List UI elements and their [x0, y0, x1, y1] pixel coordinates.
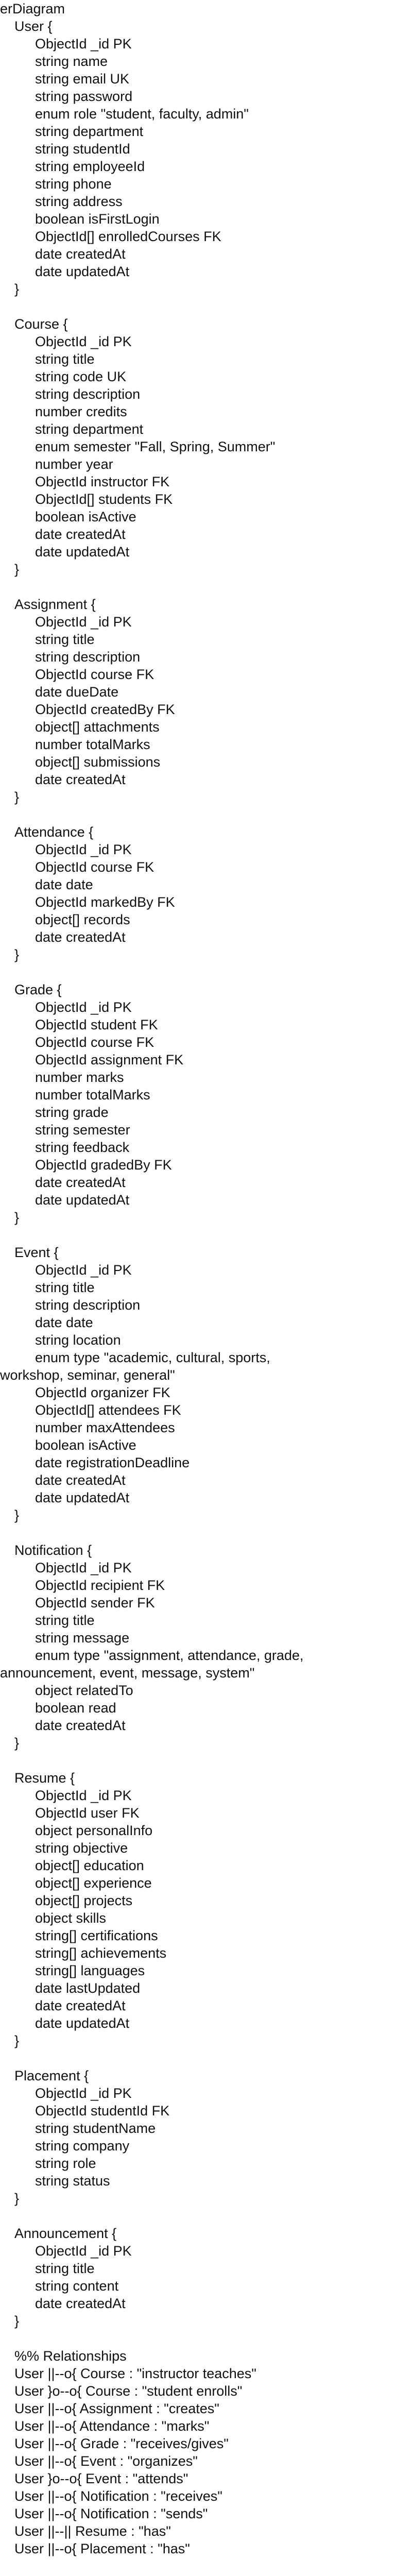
code-line: } — [14, 562, 20, 577]
code-line: string department — [35, 421, 144, 437]
code-line: number totalMarks — [35, 737, 150, 752]
code-line: string[] certifications — [35, 1928, 158, 1943]
code-line: User ||--o{ Notification : "sends" — [14, 2506, 208, 2521]
code-line: string grade — [35, 1105, 109, 1120]
blank-line — [0, 2049, 412, 2067]
code-line: object personalInfo — [35, 1823, 153, 1838]
code-line: string title — [35, 1280, 95, 1295]
code-line: string employeeId — [35, 159, 145, 174]
code-line: date dueDate — [35, 684, 119, 700]
code-line: } — [14, 789, 20, 805]
blank-line — [0, 806, 412, 823]
code-line: User ||--o{ Attendance : "marks" — [14, 2418, 210, 2434]
code-line: Resume { — [14, 1770, 75, 1786]
code-line: object[] submissions — [35, 754, 161, 770]
code-line: workshop, seminar, general" — [0, 1367, 175, 1383]
code-line: string phone — [35, 176, 112, 192]
code-line: boolean read — [35, 1700, 116, 1716]
code-line: } — [14, 947, 20, 962]
code-line: ObjectId _id PK — [35, 1262, 132, 1278]
code-line: ObjectId _id PK — [35, 1788, 132, 1803]
code-line: ObjectId student FK — [35, 1017, 158, 1032]
blank-line — [0, 298, 412, 315]
code-line: Event { — [14, 1245, 59, 1260]
code-line: string title — [35, 2261, 95, 2276]
code-line: string studentId — [35, 141, 130, 157]
code-line: string[] achievements — [35, 1945, 167, 1961]
code-line: ObjectId course FK — [35, 1035, 154, 1050]
code-line: } — [14, 1210, 20, 1225]
blank-line — [0, 2557, 412, 2575]
code-line: boolean isActive — [35, 509, 136, 524]
code-line: object[] education — [35, 1858, 144, 1873]
code-line: enum semester "Fall, Spring, Summer" — [35, 439, 276, 454]
code-line: ObjectId _id PK — [35, 36, 132, 52]
code-line: enum type "academic, cultural, sports, — [35, 1350, 270, 1365]
code-line: number maxAttendees — [35, 1420, 175, 1435]
code-line: date registrationDeadline — [35, 1455, 190, 1470]
blank-line — [0, 1524, 412, 1541]
code-line: date createdAt — [35, 2296, 126, 2311]
code-line: ObjectId _id PK — [35, 999, 132, 1015]
code-line: string description — [35, 1297, 141, 1313]
code-line: ObjectId _id PK — [35, 2086, 132, 2101]
code-line: number totalMarks — [35, 1087, 150, 1103]
code-line: ObjectId _id PK — [35, 842, 132, 857]
code-line: Announcement { — [14, 2226, 117, 2241]
code-line: boolean isActive — [35, 1437, 136, 1453]
code-line: date date — [35, 1315, 93, 1330]
code-line: Assignment { — [14, 597, 96, 612]
code-line: ObjectId assignment FK — [35, 1052, 184, 1067]
code-line: object skills — [35, 1910, 107, 1926]
code-line: ObjectId user FK — [35, 1805, 140, 1821]
code-line: Notification { — [14, 1543, 92, 1558]
code-line: } — [14, 1507, 20, 1523]
code-line: ObjectId markedBy FK — [35, 894, 175, 910]
code-line: announcement, event, message, system" — [0, 1665, 255, 1681]
code-line: string code UK — [35, 369, 127, 384]
code-line: ObjectId[] enrolledCourses FK — [35, 229, 221, 244]
code-line: object[] attachments — [35, 719, 160, 735]
code-line: User ||--|| Resume : "has" — [14, 2523, 171, 2539]
code-line: number marks — [35, 1070, 124, 1085]
code-line: User ||--o{ Grade : "receives/gives" — [14, 2436, 229, 2451]
code-line: object[] experience — [35, 1875, 152, 1891]
code-line: enum role "student, faculty, admin" — [35, 106, 249, 122]
code-line: User }o--o{ Course : "student enrolls" — [14, 2383, 243, 2399]
code-line: date date — [35, 877, 93, 892]
code-line: ObjectId _id PK — [35, 1560, 132, 1575]
blank-line — [0, 963, 412, 981]
code-line: User ||--o{ Notification : "receives" — [14, 2488, 222, 2504]
code-line: string location — [35, 1332, 121, 1348]
code-line: date createdAt — [35, 1998, 126, 2013]
code-line: number year — [35, 456, 113, 472]
code-line: string content — [35, 2278, 119, 2294]
code-line: ObjectId instructor FK — [35, 474, 170, 489]
code-line: string address — [35, 194, 123, 209]
code-line: User { — [14, 19, 53, 34]
code-line: } — [14, 281, 20, 297]
code-line: date updatedAt — [35, 264, 130, 279]
code-line: date createdAt — [35, 1175, 126, 1190]
blank-line — [0, 2330, 412, 2347]
code-line: object relatedTo — [35, 1683, 133, 1698]
code-line: string name — [35, 54, 108, 69]
code-line: string description — [35, 649, 141, 665]
code-line: erDiagram — [0, 1, 65, 16]
code-line: User ||--o{ Event : "organizes" — [14, 2453, 198, 2469]
code-line: ObjectId _id PK — [35, 614, 132, 630]
code-line: date createdAt — [35, 929, 126, 945]
code-line: string company — [35, 2138, 130, 2154]
code-line: string semester — [35, 1122, 130, 1138]
code-line: date createdAt — [35, 772, 126, 787]
code-line: User ||--o{ Placement : "has" — [14, 2541, 190, 2556]
code-line: date createdAt — [35, 1472, 126, 1488]
code-line: ObjectId[] students FK — [35, 492, 173, 507]
blank-line — [0, 1226, 412, 1244]
code-line: date lastUpdated — [35, 1980, 141, 1996]
code-line: object[] records — [35, 912, 130, 927]
code-line: date createdAt — [35, 1718, 126, 1733]
code-line: string title — [35, 632, 95, 647]
code-line: ObjectId studentId FK — [35, 2103, 170, 2119]
code-line: Course { — [14, 316, 68, 332]
code-line: date createdAt — [35, 246, 126, 262]
code-line: string description — [35, 386, 141, 402]
code-line: Attendance { — [14, 824, 94, 840]
code-line: string role — [35, 2156, 96, 2171]
code-line: ObjectId[] attendees FK — [35, 1402, 181, 1418]
code-line: string password — [35, 89, 133, 104]
code-line: date updatedAt — [35, 1192, 130, 1208]
code-line: ObjectId course FK — [35, 859, 154, 875]
code-line: string title — [35, 1613, 95, 1628]
code-line: ObjectId sender FK — [35, 1595, 155, 1611]
code-line: string department — [35, 124, 144, 139]
code-line: ObjectId _id PK — [35, 334, 132, 349]
code-line: } — [14, 2313, 20, 2329]
code-line: number credits — [35, 404, 127, 419]
code-line: ObjectId organizer FK — [35, 1385, 170, 1400]
code-line: User ||--o{ Assignment : "creates" — [14, 2401, 219, 2416]
code-line: Placement { — [14, 2068, 89, 2083]
code-line: ObjectId course FK — [35, 667, 154, 682]
code-line: date createdAt — [35, 527, 126, 542]
blank-line — [0, 1752, 412, 1769]
code-line: date updatedAt — [35, 1490, 130, 1505]
code-line: date updatedAt — [35, 544, 130, 560]
code-line: %% Relationships — [14, 2348, 127, 2364]
code-line: string[] languages — [35, 1963, 145, 1978]
code-line: User ||--o{ Course : "instructor teaches" — [14, 2366, 256, 2381]
code-line: string message — [35, 1630, 130, 1646]
code-line: ObjectId recipient FK — [35, 1578, 165, 1593]
code-line: string email UK — [35, 71, 130, 87]
code-line: string feedback — [35, 1140, 130, 1155]
code-line: User }o--o{ Event : "attends" — [14, 2471, 188, 2486]
code-line: } — [14, 1735, 20, 1751]
code-line: enum type "assignment, attendance, grade, — [35, 1648, 304, 1663]
code-line: ObjectId gradedBy FK — [35, 1157, 172, 1173]
code-line: string studentName — [35, 2121, 156, 2136]
code-line: boolean isFirstLogin — [35, 211, 160, 227]
code-line: string objective — [35, 1840, 128, 1856]
blank-line — [0, 2207, 412, 2225]
code-line: object[] projects — [35, 1893, 133, 1908]
code-line: string title — [35, 351, 95, 367]
code-line: Grade { — [14, 982, 62, 997]
code-line: } — [14, 2191, 20, 2206]
code-line: } — [14, 2033, 20, 2048]
blank-line — [0, 578, 412, 596]
code-line: date updatedAt — [35, 2015, 130, 2031]
code-line: ObjectId _id PK — [35, 2243, 132, 2259]
code-line: string status — [35, 2173, 110, 2189]
code-line: ObjectId createdBy FK — [35, 702, 175, 717]
